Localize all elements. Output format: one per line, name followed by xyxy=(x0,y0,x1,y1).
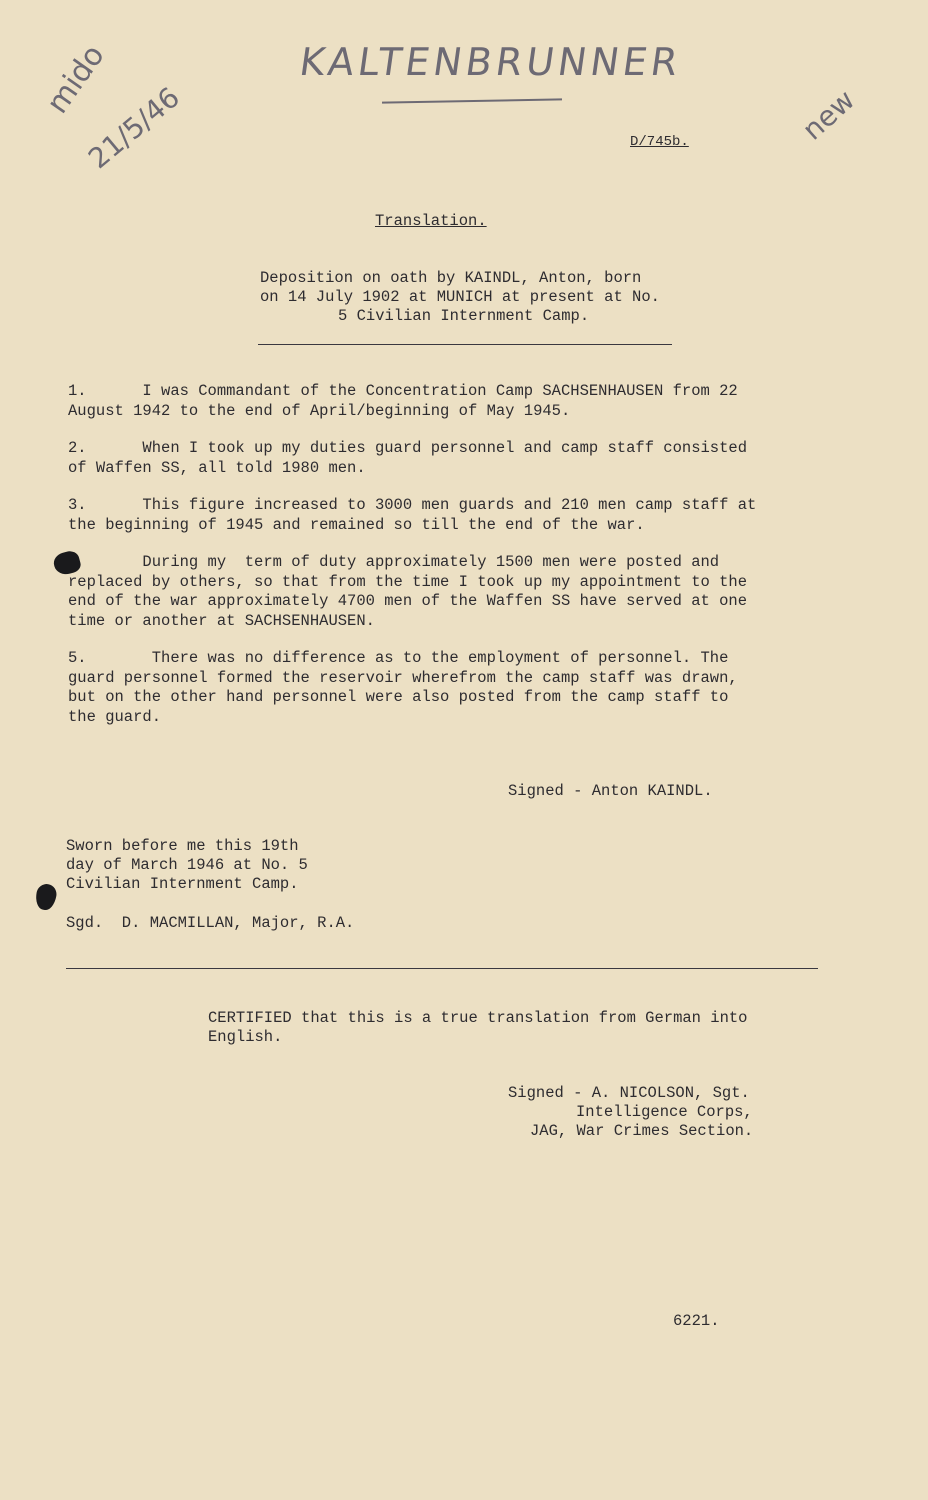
paragraph-line: 3. This figure increased to 3000 men guards and 210 men camp staff at xyxy=(68,496,757,514)
ink-blot xyxy=(34,882,58,911)
handwritten-margin-date: 21/5/46 xyxy=(82,80,186,176)
handwritten-corner-note: new xyxy=(796,83,862,147)
paragraph-line: During my term of duty approximately 1500 men were posted and xyxy=(68,553,720,571)
handwritten-margin-note: mido xyxy=(40,38,112,121)
section-divider xyxy=(66,968,818,969)
heading-line: on 14 July 1902 at MUNICH at present at No. xyxy=(260,288,660,306)
page-number: 6221. xyxy=(673,1312,720,1330)
paragraph-line: the beginning of 1945 and remained so till the end of the war. xyxy=(68,515,645,534)
translator-line: Intelligence Corps, xyxy=(576,1103,753,1121)
paragraph-line: end of the war approximately 4700 men of the Waffen SS have served at one xyxy=(68,592,748,610)
paragraph-2 xyxy=(68,439,768,478)
paragraph-5 xyxy=(68,649,768,727)
document-title: Translation. xyxy=(375,212,487,230)
translator-line: Signed - A. NICOLSON, Sgt. xyxy=(508,1084,750,1102)
handwritten-underline xyxy=(382,98,562,103)
handwritten-name-annotation: KALTENBRUNNER xyxy=(296,40,685,84)
translator-line: JAG, War Crimes Section. xyxy=(530,1122,754,1140)
paragraph-line: 1. I was Commandant of the Concentration Camp SACHSENHAUSEN from 22 xyxy=(68,382,738,400)
paragraph-line: 5. There was no difference as to the employment of personnel. The xyxy=(68,649,729,667)
paragraph-1 xyxy=(68,382,768,421)
paragraph-line: guard personnel formed the reservoir wherefrom the camp staff was drawn, xyxy=(68,668,738,687)
paragraph-line: replaced by others, so that from the time I took up my appointment to the xyxy=(68,572,748,591)
paragraph-line: August 1942 to the end of April/beginning of May 1945. xyxy=(68,401,571,420)
sworn-line: Sworn before me this 19th xyxy=(66,837,299,855)
deponent-signature: Signed - Anton KAINDL. xyxy=(508,782,713,800)
paragraph-line: but on the other hand personnel were also posted from the camp staff to xyxy=(68,688,729,706)
document-reference: D/745b. xyxy=(630,134,689,150)
heading-line: 5 Civilian Internment Camp. xyxy=(338,307,590,325)
sworn-line: Civilian Internment Camp. xyxy=(66,875,299,893)
paragraph-4 xyxy=(68,553,768,631)
paragraph-line: of Waffen SS, all told 1980 men. xyxy=(68,458,366,477)
sworn-line: day of March 1946 at No. 5 xyxy=(66,856,308,874)
paragraph-line: 2. When I took up my duties guard personnel and camp staff consisted xyxy=(68,439,748,457)
paragraph-3 xyxy=(68,496,778,535)
paragraph-line: the guard. xyxy=(68,707,162,726)
certification-line: English. xyxy=(208,1028,283,1046)
paragraph-line: time or another at SACHSENHAUSEN. xyxy=(68,611,375,630)
heading-line: Deposition on oath by KAINDL, Anton, born xyxy=(260,269,642,287)
certification-line: CERTIFIED that this is a true translation from German into xyxy=(208,1009,748,1027)
officer-signature: Sgd. D. MACMILLAN, Major, R.A. xyxy=(66,914,355,932)
heading-divider xyxy=(258,344,672,345)
